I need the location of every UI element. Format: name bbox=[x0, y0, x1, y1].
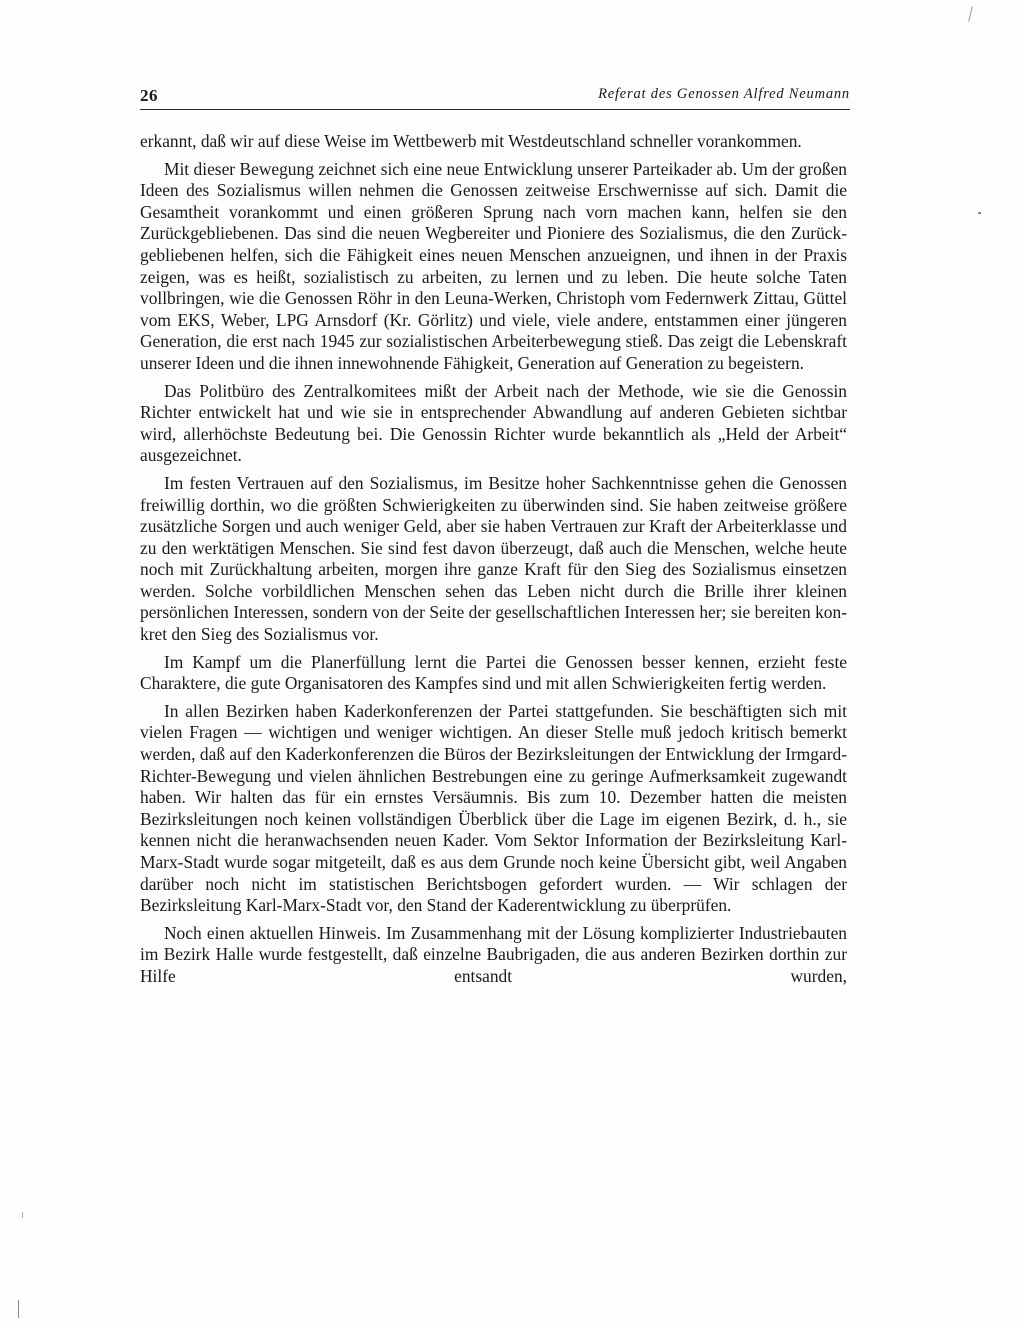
body-text bbox=[140, 131, 847, 988]
paragraph: erkannt, daß wir auf diese Weise im Wettbewerb mit Westdeutschland schneller vorankommen. bbox=[140, 131, 802, 151]
page-number: 26 bbox=[140, 86, 158, 105]
paragraph: Mit dieser Bewegung zeichnet sich eine neue Entwicklung unserer Parteikader ab. Um der großen Ideen des Sozialismus willen nehmen die Genossen zeitweise Erschwernisse auf sich. Damit die Gesamtheit vorankommt und einen größeren Sprung nach vorn machen kann, helfen sie den Zurückgebliebenen. Das sind die neuen Wegbereiter und Pioniere des Sozialismus, die den Zurückgebliebenen helfen, sich die Fähigkeit eines neuen Menschen anzueignen, und ihnen in der Praxis zeigen, was es heißt, sozialistisch zu arbeiten, zu lernen und zu leben. Die heute solche Taten vollbringen, wie die Genossen Röhr in den Leuna-Werken, Christoph vom Federnwerk Zittau, Güttel vom EKS, Weber, LPG Arnsdorf (Kr. Görlitz) und viele, viele andere, entstammen einer jüngeren Generation, die erst nach 1945 zur sozialistischen Arbeiterbewegung stieß. Das zeigt die Lebenskraft unserer Ideen und die ihnen innewohnende Fähigkeit, Generation auf Generation zu begeistern. bbox=[140, 158, 847, 373]
paragraph: Im Kampf um die Planerfüllung lernt die Partei die Genossen besser kennen, erzieht feste Charaktere, die gute Organisatoren des Kampfes sind und mit allen Schwierigkeiten fertig werden. bbox=[140, 651, 847, 694]
paragraph: Im festen Vertrauen auf den Sozialismus, im Besitze hoher Sachkenntnisse gehen die Genossen freiwillig dorthin, wo die größten Schwierigkeiten zu überwinden sind. Sie haben zeitweise größere zusätzliche Sorgen und auch weniger Geld, aber sie haben Vertrauen zur Kraft der Arbeiterklasse und zu den werktätigen Menschen. Sie sind fest davon überzeugt, daß auch die Menschen, welche heute noch mit Zurückhaltung arbeiten, morgen ihre ganze Kraft für den Sieg des Sozialismus einsetzen werden. Solche vorbildlichen Menschen sehen das Leben nicht durch die Brille ihrer kleinen persönlichen Interessen, sondern von der Seite der gesellschaftlichen Interessen her; sie bereiten konkret den Sieg des Sozialismus vor. bbox=[140, 472, 847, 645]
scan-mark bbox=[978, 212, 981, 214]
running-head: Referat des Genossen Alfred Neumann bbox=[598, 86, 850, 102]
page-header bbox=[140, 86, 850, 110]
scan-mark bbox=[968, 6, 973, 22]
header-rule bbox=[140, 109, 850, 110]
paragraph: Das Politbüro des Zentralkomitees mißt der Arbeit nach der Methode, wie sie die Genossin Richter entwickelt hat und wie sie in entsprechender Abwandlung auf anderen Gebieten sichtbar wird, allerhöchste Bedeutung bei. Die Genossin Richter wurde bekanntlich als „Held der Arbeit“ ausgezeichnet. bbox=[140, 380, 847, 466]
paragraph: In allen Bezirken haben Kaderkonferenzen der Partei stattgefunden. Sie beschäftigten sich mit vielen Fragen — wichtigen und weniger wichtigen. An dieser Stelle muß jedoch kritisch bemerkt werden, daß auf den Kaderkonferenzen die Büros der Bezirksleitungen der Entwicklung der Irmgard-Richter-Bewegung und vielen ähnlichen Bestrebungen eine zu geringe Aufmerksamkeit zugewandt haben. Wir halten das für ein ernstes Versäumnis. Bis zum 10. Dezember hatten die meisten Bezirksleitungen noch keinen vollständigen Überblick über die Lage im eigenen Bezirk, d. h., sie kennen nicht die heranwachsenden neuen Kader. Vom Sektor Information der Bezirksleitung Karl-Marx-Stadt wurde sogar mitgeteilt, daß es aus dem Grunde noch keine Übersicht gibt, weil Angaben darüber noch nicht im statistischen Berichtsbogen gefordert wurden. — Wir schlagen der Bezirksleitung Karl-Marx-Stadt vor, den Stand der Kaderentwicklung zu überprüfen. bbox=[140, 700, 847, 916]
scan-mark bbox=[18, 1300, 19, 1318]
scan-mark bbox=[22, 1212, 23, 1218]
paragraph: Noch einen aktuellen Hinweis. Im Zusammenhang mit der Lösung komplizierter Industriebauten im Bezirk Halle wurde festgestellt, daß einzelne Baubrigaden, die aus anderen Bezirken dorthin zur Hilfe entsandt wurden, bbox=[140, 922, 847, 986]
